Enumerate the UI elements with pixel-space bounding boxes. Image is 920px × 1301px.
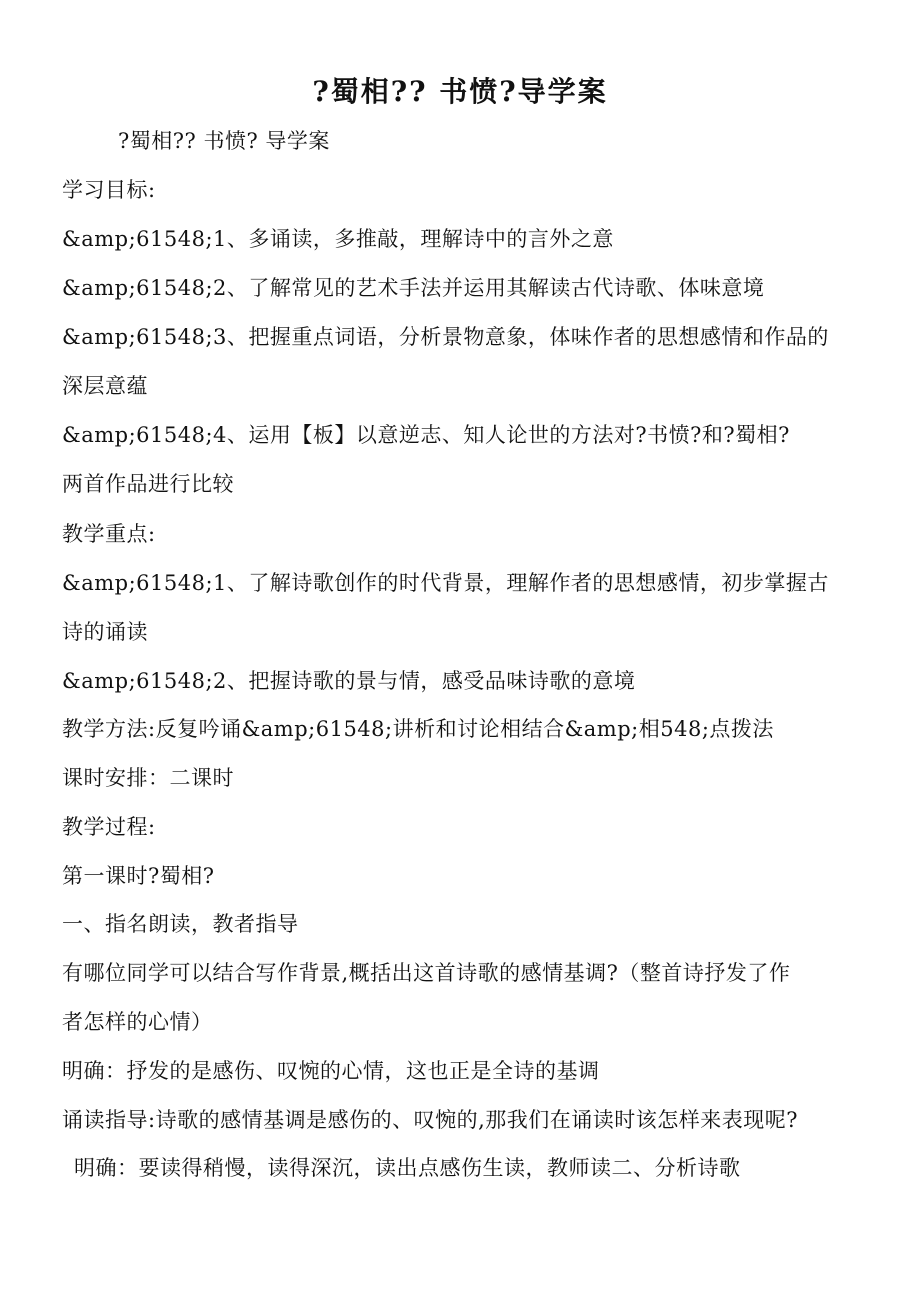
first-lesson-heading: 第一课时?蜀相?: [62, 864, 215, 888]
class-schedule: 课时安排：二课时: [62, 766, 234, 790]
document-subtitle: ?蜀相?? 书愤? 导学案: [118, 129, 330, 153]
question-paragraph-cont: 者怎样的心情）: [62, 1010, 213, 1034]
step-1-heading: 一、指名朗读，教者指导: [62, 912, 299, 936]
clarification-2: 明确：要读得稍慢，读得深沉，读出点感伤生读，教师读二、分析诗歌: [74, 1156, 741, 1180]
question-paragraph: 有哪位同学可以结合写作背景,概括出这首诗歌的感情基调?（整首诗抒发了作: [62, 961, 791, 985]
key-point-1-cont: 诗的诵读: [62, 620, 148, 644]
objective-4: &amp;61548;4、运用【板】以意逆志、知人论世的方法对?书愤?和?蜀相?: [62, 423, 790, 447]
objective-2: &amp;61548;2、了解常见的艺术手法并运用其解读古代诗歌、体味意境: [62, 276, 765, 300]
document-title: ?蜀相?? 书愤?导学案: [312, 75, 608, 108]
key-point-1: &amp;61548;1、了解诗歌创作的时代背景，理解作者的思想感情，初步掌握古: [62, 571, 829, 595]
objective-1: &amp;61548;1、多诵读，多推敲，理解诗中的言外之意: [62, 227, 614, 251]
objective-4-cont: 两首作品进行比较: [62, 472, 234, 496]
section-heading-process: 教学过程:: [62, 815, 156, 839]
key-point-2: &amp;61548;2、把握诗歌的景与情，感受品味诗歌的意境: [62, 669, 636, 693]
section-heading-objectives: 学习目标:: [62, 178, 156, 202]
reading-guidance: 诵读指导:诗歌的感情基调是感伤的、叹惋的,那我们在诵读时该怎样来表现呢?: [62, 1108, 799, 1132]
teaching-method: 教学方法:反复吟诵&amp;61548;讲析和讨论相结合&amp;相548;点拨法: [62, 717, 774, 741]
objective-3-cont: 深层意蕴: [62, 374, 148, 398]
objective-3: &amp;61548;3、把握重点词语，分析景物意象，体味作者的思想感情和作品的: [62, 325, 829, 349]
clarification-1: 明确：抒发的是感伤、叹惋的心情，这也正是全诗的基调: [62, 1059, 600, 1083]
section-heading-key-points: 教学重点:: [62, 522, 156, 546]
